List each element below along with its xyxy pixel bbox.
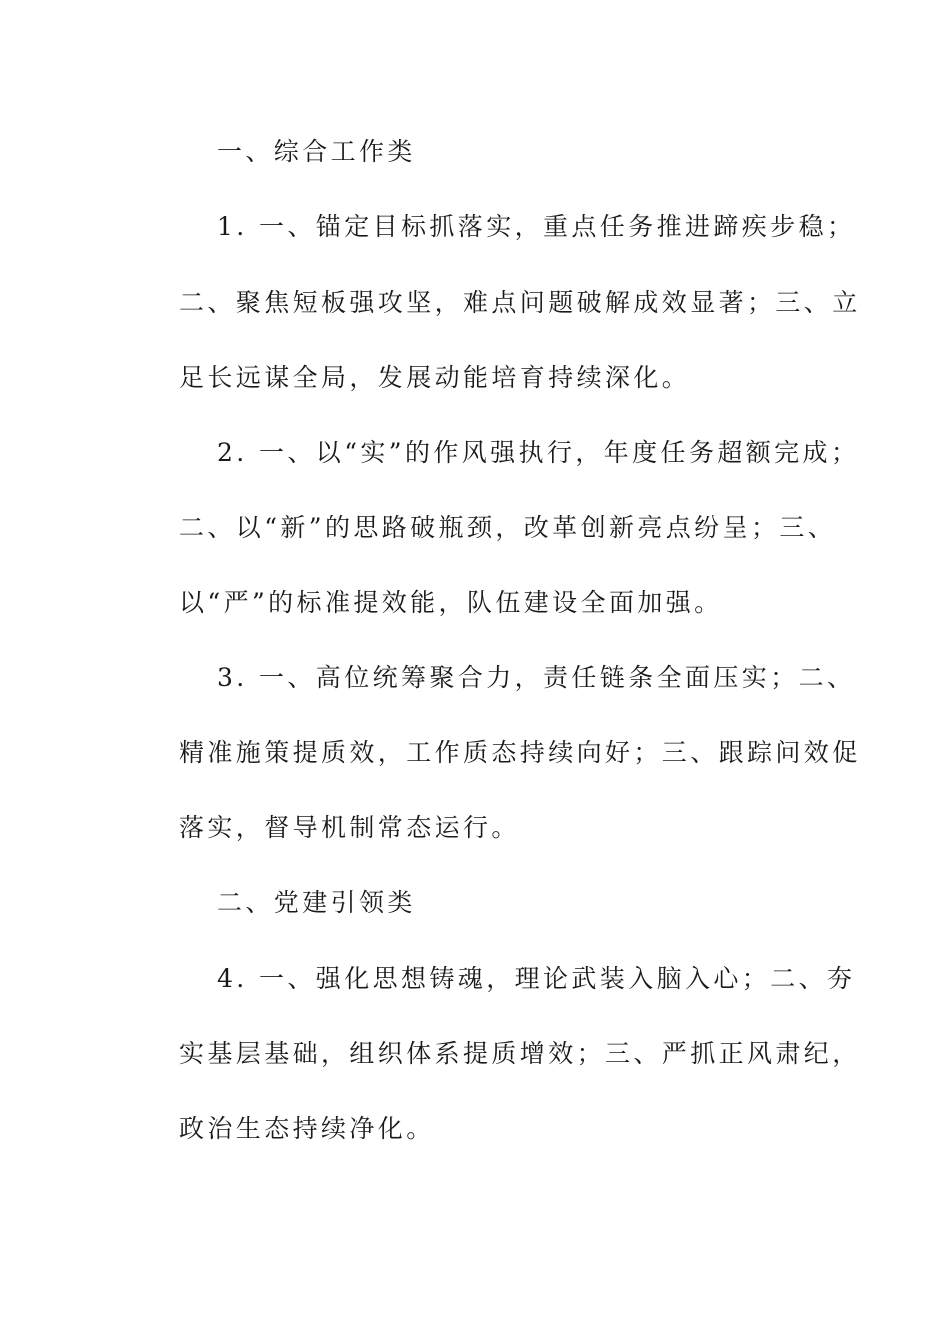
section-heading: 一、综合工作类	[217, 137, 416, 166]
item-2-line-2: 二、以“新”的思路破瓶颈，改革创新亮点纷呈；三、	[179, 513, 837, 542]
item-1-line-3: 足长远谋全局，发展动能培育持续深化。	[179, 363, 691, 392]
item-3-line-2: 精准施策提质效，工作质态持续向好；三、跟踪问效促	[179, 738, 861, 767]
section-heading: 二、党建引领类	[217, 888, 416, 917]
item-1-line-2: 二、聚焦短板强攻坚，难点问题破解成效显著；三、立	[179, 288, 861, 317]
item-2-line-3: 以“严”的标准提效能，队伍建设全面加强。	[179, 588, 723, 617]
item-4-line-1: 4. 一、强化思想铸魂，理论武装入脑入心；二、夯	[217, 964, 856, 993]
item-4-line-3: 政治生态持续净化。	[179, 1114, 435, 1143]
item-2-line-1: 2. 一、以“实”的作风强执行，年度任务超额完成；	[217, 438, 860, 467]
item-1-line-1: 1. 一、锚定目标抓落实，重点任务推进蹄疾步稳；	[217, 212, 856, 241]
item-3-line-1: 3. 一、高位统筹聚合力，责任链条全面压实；二、	[217, 663, 856, 692]
item-3-line-3: 落实，督导机制常态运行。	[179, 813, 520, 842]
item-4-line-2: 实基层基础，组织体系提质增效；三、严抓正风肃纪，	[179, 1039, 861, 1068]
